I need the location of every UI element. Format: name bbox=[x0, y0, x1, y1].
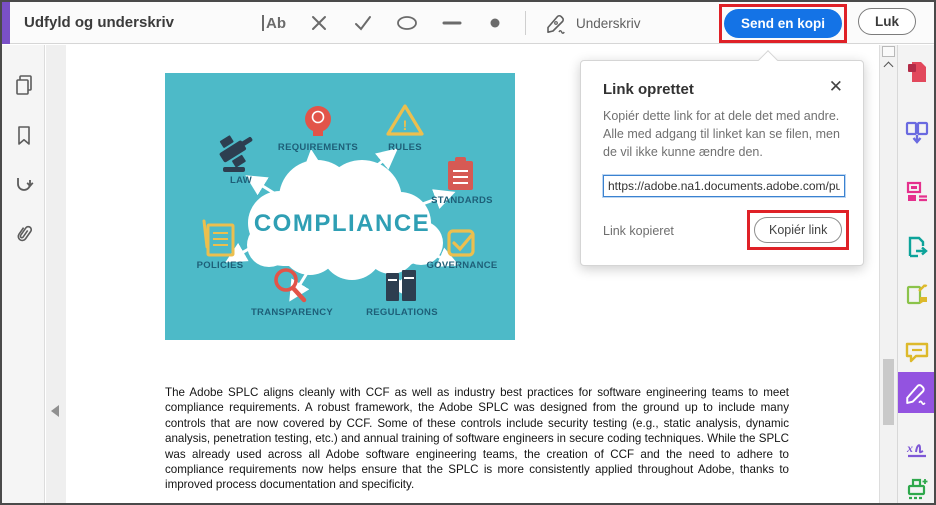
destinations-button[interactable] bbox=[12, 174, 36, 198]
label-transparency: TRANSPARENCY bbox=[250, 307, 334, 318]
page-thumbnails-button[interactable] bbox=[12, 73, 36, 97]
fill-and-sign-icon bbox=[904, 381, 930, 405]
right-tools-rail bbox=[897, 45, 934, 503]
vertical-scrollbar[interactable] bbox=[879, 45, 897, 503]
check-icon bbox=[354, 15, 372, 31]
copy-link-button[interactable]: Kopiér link bbox=[754, 217, 842, 243]
link-created-popup bbox=[580, 60, 864, 266]
organize-pages-tool[interactable] bbox=[904, 179, 930, 205]
page-title: Udfyld og underskriv bbox=[24, 14, 175, 31]
toolbar-divider bbox=[525, 11, 526, 35]
bookmark-icon bbox=[12, 124, 36, 148]
sign-label: Underskriv bbox=[576, 15, 641, 31]
export-pdf-tool[interactable] bbox=[904, 234, 930, 260]
edit-pdf-tool[interactable] bbox=[904, 281, 930, 307]
export-pdf-icon bbox=[904, 234, 930, 260]
scan-ocr-icon bbox=[904, 476, 930, 502]
copy-link-highlight-box bbox=[747, 210, 849, 250]
compliance-title: COMPLIANCE bbox=[253, 210, 431, 237]
comment-bubble-icon bbox=[904, 339, 930, 365]
cross-icon bbox=[311, 15, 327, 31]
compliance-diagram-image bbox=[165, 73, 515, 340]
text-cursor-icon: Ab bbox=[262, 15, 286, 32]
label-regulations: REGULATIONS bbox=[366, 307, 438, 318]
oval-tool[interactable] bbox=[390, 8, 424, 38]
collapse-panel-button[interactable] bbox=[51, 405, 59, 417]
oval-icon bbox=[396, 15, 418, 31]
popup-description: Kopiér dette link for at dele det med andre. Alle med adgang til linket kan se filen, men de vil ikke kunne ændre den. bbox=[603, 109, 840, 159]
toolbar-purple-accent bbox=[2, 2, 10, 44]
scrollbar-top-button[interactable] bbox=[882, 46, 895, 57]
svg-text:x: x bbox=[907, 441, 913, 455]
add-text-tool[interactable] bbox=[257, 8, 291, 38]
dot-icon bbox=[489, 17, 501, 29]
link-copied-status: Link kopieret bbox=[603, 224, 674, 238]
label-requirements: REQUIREMENTS bbox=[277, 142, 359, 153]
svg-text:!: ! bbox=[402, 117, 408, 133]
create-pdf-tool[interactable] bbox=[904, 59, 930, 85]
line-tool[interactable] bbox=[435, 8, 469, 38]
request-signatures-icon bbox=[904, 435, 930, 461]
checkmark-tool[interactable] bbox=[346, 8, 380, 38]
bookmarks-button[interactable] bbox=[12, 124, 36, 148]
organize-pages-icon bbox=[904, 179, 930, 205]
send-copy-highlight-box bbox=[719, 4, 847, 43]
combine-files-tool[interactable] bbox=[904, 119, 930, 145]
create-pdf-icon bbox=[904, 59, 930, 85]
panel-gutter bbox=[46, 45, 66, 503]
comment-tool[interactable] bbox=[904, 339, 930, 365]
dot-tool[interactable] bbox=[478, 8, 512, 38]
label-law: LAW bbox=[229, 175, 253, 186]
popup-close-icon[interactable]: ✕ bbox=[828, 77, 843, 96]
close-button[interactable]: Luk bbox=[858, 8, 916, 35]
fill-and-sign-tool[interactable] bbox=[898, 372, 935, 413]
fill-sign-toolbar bbox=[2, 2, 934, 44]
scroll-up-icon[interactable] bbox=[884, 62, 894, 72]
link-url-field[interactable] bbox=[603, 175, 845, 197]
page-thumbnails-icon bbox=[12, 73, 36, 97]
cross-out-tool[interactable] bbox=[302, 8, 336, 38]
line-icon bbox=[442, 20, 462, 26]
scan-and-ocr-tool[interactable] bbox=[904, 476, 930, 502]
left-navigation-rail bbox=[2, 45, 45, 503]
u-turn-arrow-icon bbox=[12, 174, 36, 198]
attachments-button[interactable] bbox=[12, 222, 36, 246]
label-rules: RULES bbox=[388, 142, 422, 153]
edit-pdf-icon bbox=[904, 281, 930, 307]
paperclip-icon bbox=[12, 222, 36, 246]
label-governance: GOVERNANCE bbox=[426, 260, 498, 271]
popup-title: Link oprettet bbox=[603, 81, 694, 98]
scrollbar-thumb[interactable] bbox=[883, 359, 894, 425]
combine-files-icon bbox=[904, 119, 930, 145]
sign-tool[interactable] bbox=[545, 8, 641, 38]
label-policies: POLICIES bbox=[196, 260, 244, 271]
label-standards: STANDARDS bbox=[431, 195, 493, 206]
request-signatures-tool[interactable] bbox=[904, 435, 930, 461]
pen-nib-icon bbox=[545, 12, 569, 34]
document-paragraph: The Adobe SPLC aligns cleanly with CCF as well as industry best practices for software engineering teams to meet compliance requirements. A robust framework, the Adobe SPLC was designed from the ground up to include many controls that are now covered by CCF. Some of these controls include security testing (e.g., static analysis, dynamic analysis, penetration testing, etc.) and annual training of software engineers in secure coding techniques. While the SPLC was already used across all Adobe software engineering teams, the creation of CCF and the need to adhere to compliance requirements now helps ensure that the SPLC is more consistently applied throughout Adobe, thanks to improved process documentation and specificity. bbox=[165, 386, 789, 492]
standards-icon bbox=[448, 157, 473, 190]
send-copy-button[interactable]: Send en kopi bbox=[724, 9, 842, 38]
